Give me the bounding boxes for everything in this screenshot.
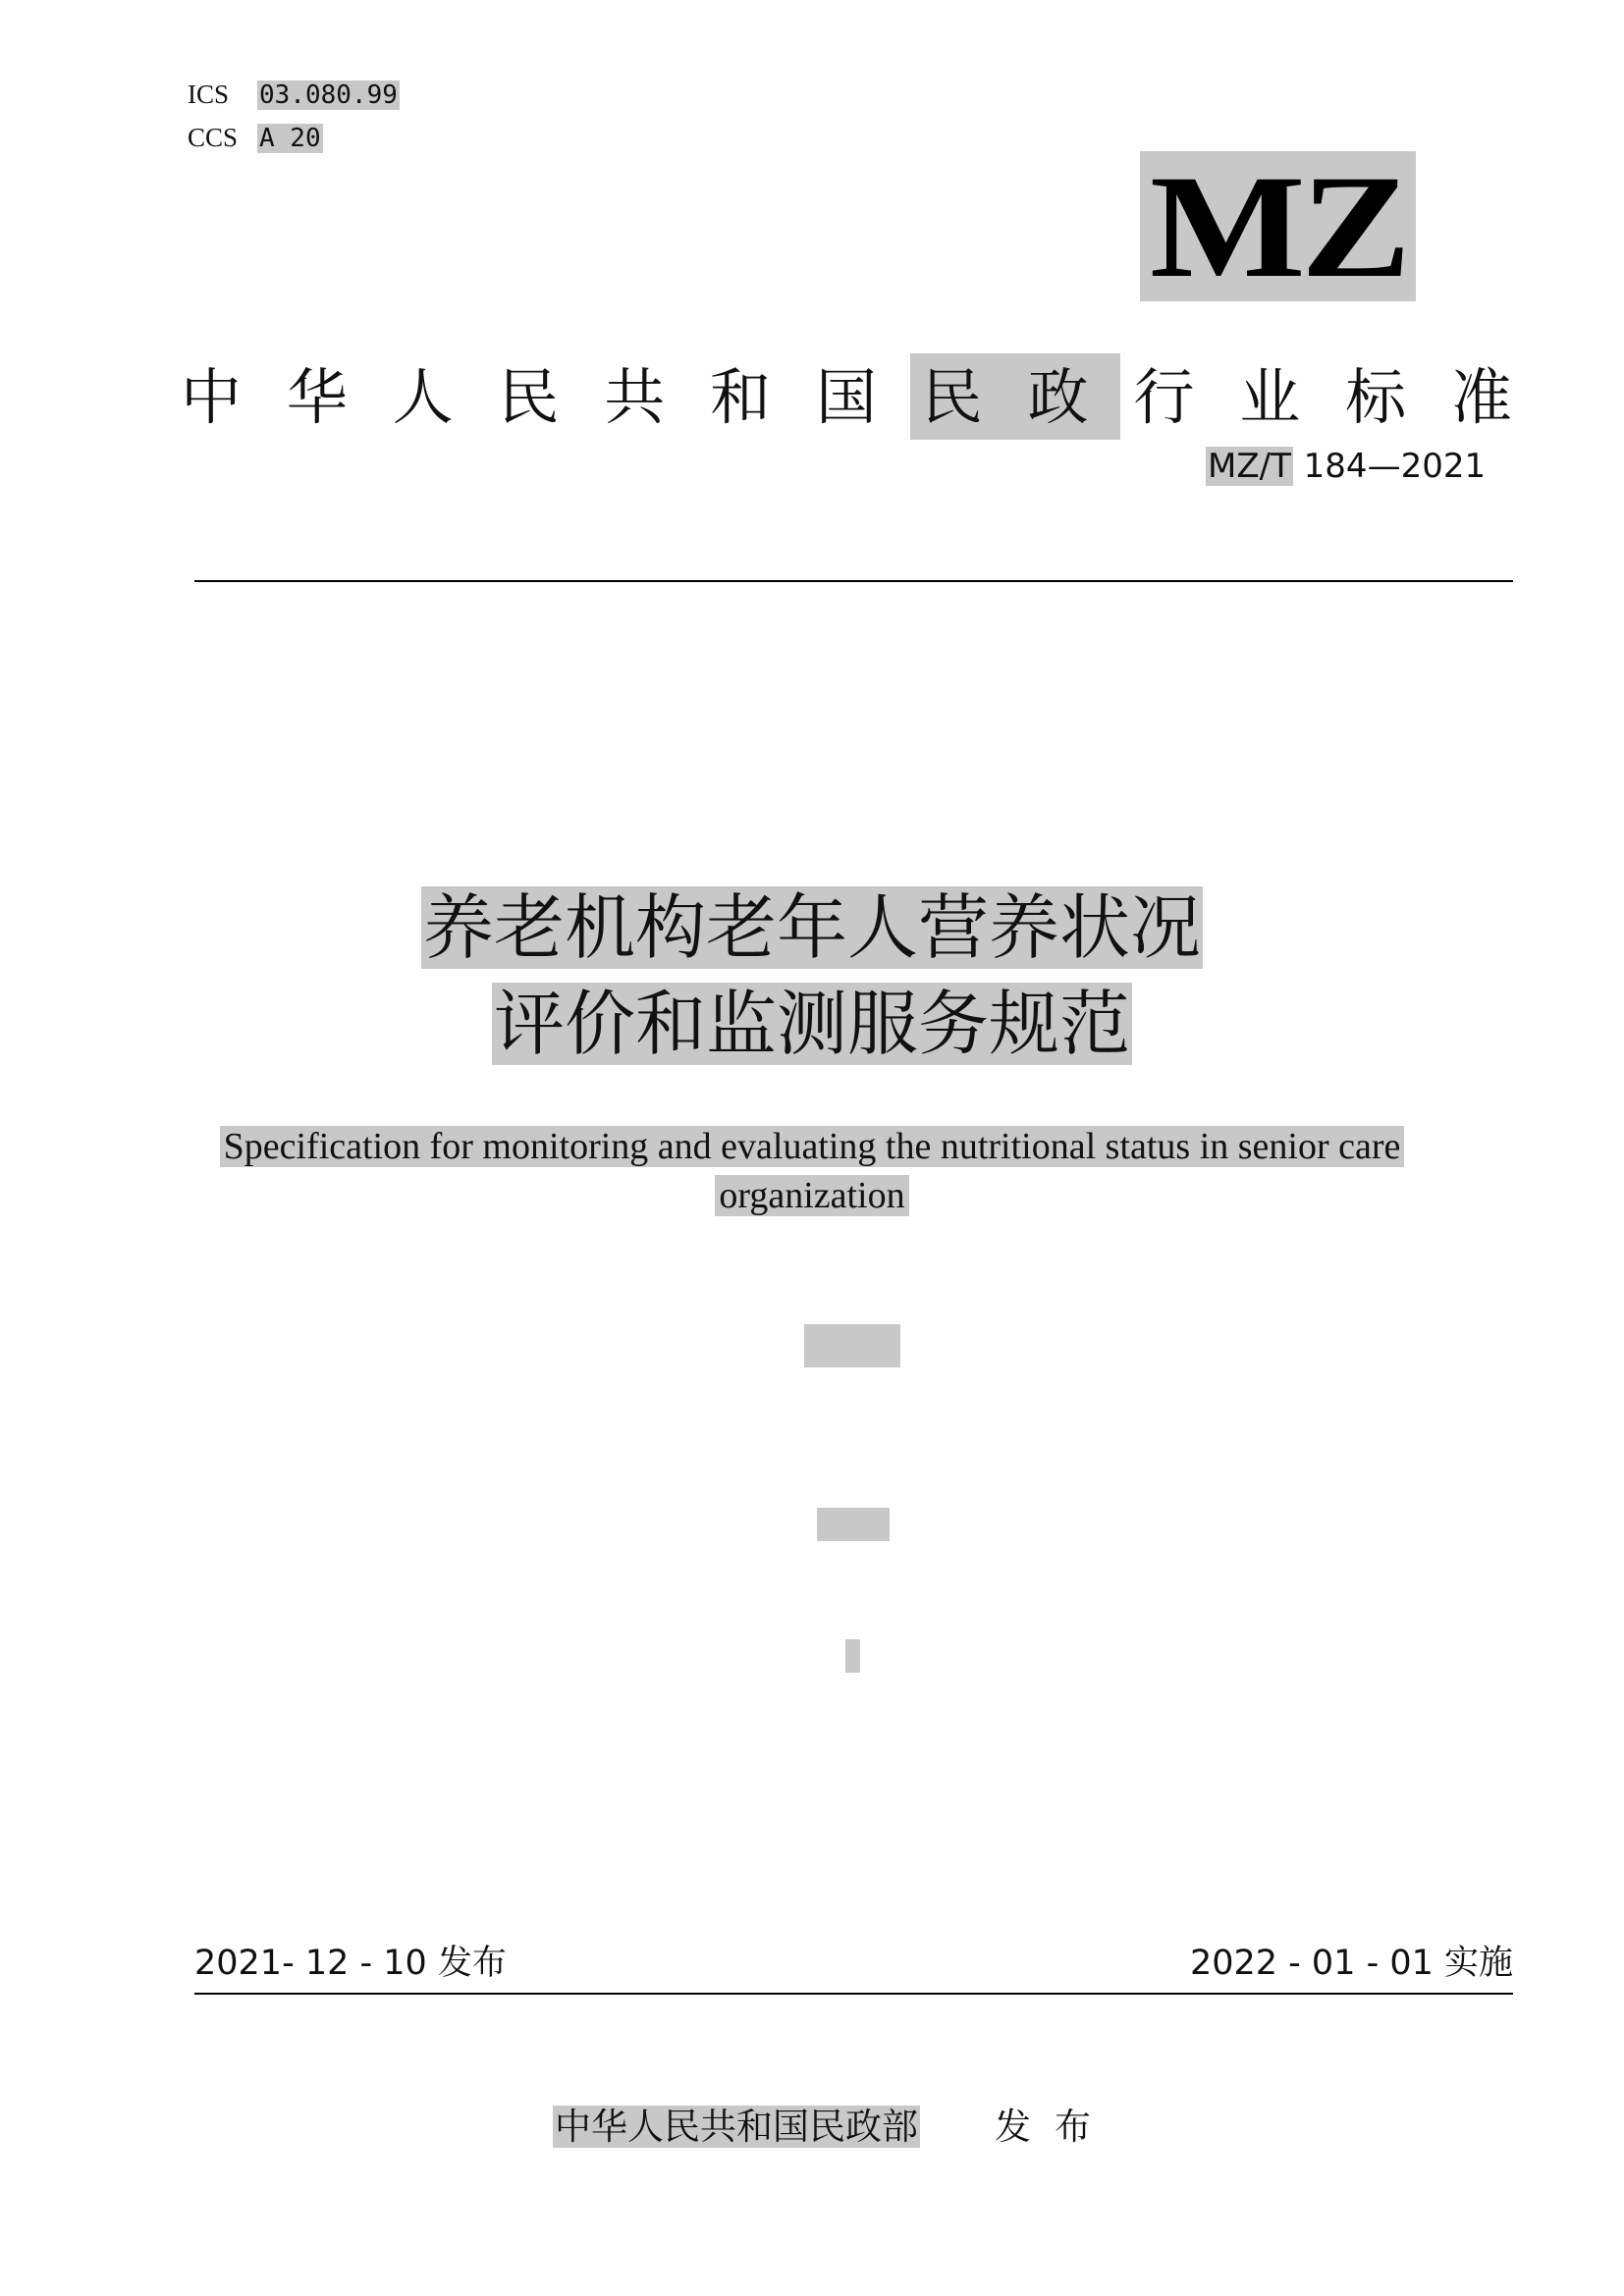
title-zh-line-2 xyxy=(0,978,1624,1070)
mz-logo xyxy=(1140,144,1416,308)
standard-number xyxy=(1206,445,1486,488)
title-en-line-1-text: Specification for monitoring and evaluating the nutritional status in senior care xyxy=(220,1126,1405,1167)
category-char: 民 xyxy=(498,361,560,433)
category-char: 国 xyxy=(815,361,877,433)
ccs-code-row xyxy=(188,120,323,156)
category-char: 标 xyxy=(1345,361,1407,433)
category-char: 共 xyxy=(604,361,666,433)
placeholder-block xyxy=(804,1324,900,1367)
title-en-line-2-text: organization xyxy=(715,1175,908,1216)
category-char: 人 xyxy=(392,361,454,433)
issue-date: 2021- 12 - 10 发布 xyxy=(194,1944,507,1983)
title-zh-line-1-text: 养老机构老年人营养状况 xyxy=(422,886,1201,969)
standard-number-value: 184—2021 xyxy=(1292,447,1487,486)
category-char: 业 xyxy=(1239,361,1301,433)
title-zh-line-1 xyxy=(0,881,1624,974)
category-char: 华 xyxy=(286,361,348,433)
placeholder-block xyxy=(845,1639,860,1673)
category-char: 民 xyxy=(921,361,983,433)
ics-label: ICS xyxy=(188,80,230,109)
title-zh-line-2-text: 评价和监测服务规范 xyxy=(493,983,1130,1065)
top-divider xyxy=(194,580,1513,582)
implementation-date: 2022 - 01 - 01 实施 xyxy=(1189,1944,1513,1983)
category-char: 政 xyxy=(1027,361,1089,433)
ccs-value: A 20 xyxy=(259,124,321,153)
ics-value: 03.080.99 xyxy=(259,80,398,110)
title-en-line-1 xyxy=(0,1121,1624,1172)
bottom-divider xyxy=(194,1993,1513,1995)
category-char: 行 xyxy=(1133,361,1195,433)
category-char: 准 xyxy=(1450,361,1512,433)
ics-code-row xyxy=(188,77,400,113)
publisher-org: 中华人民共和国民政部 xyxy=(555,2106,918,2148)
standard-category-heading xyxy=(181,353,1512,442)
ccs-label: CCS xyxy=(188,123,239,152)
category-char: 和 xyxy=(710,361,772,433)
standard-number-prefix: MZ/T xyxy=(1208,447,1291,486)
placeholder-block xyxy=(817,1508,890,1541)
mz-logo-text: MZ xyxy=(1149,144,1407,308)
title-en-line-2 xyxy=(0,1170,1624,1221)
category-char: 中 xyxy=(181,361,243,433)
publisher-action: 发布 xyxy=(995,2106,1114,2148)
publisher-line xyxy=(553,2102,1114,2153)
